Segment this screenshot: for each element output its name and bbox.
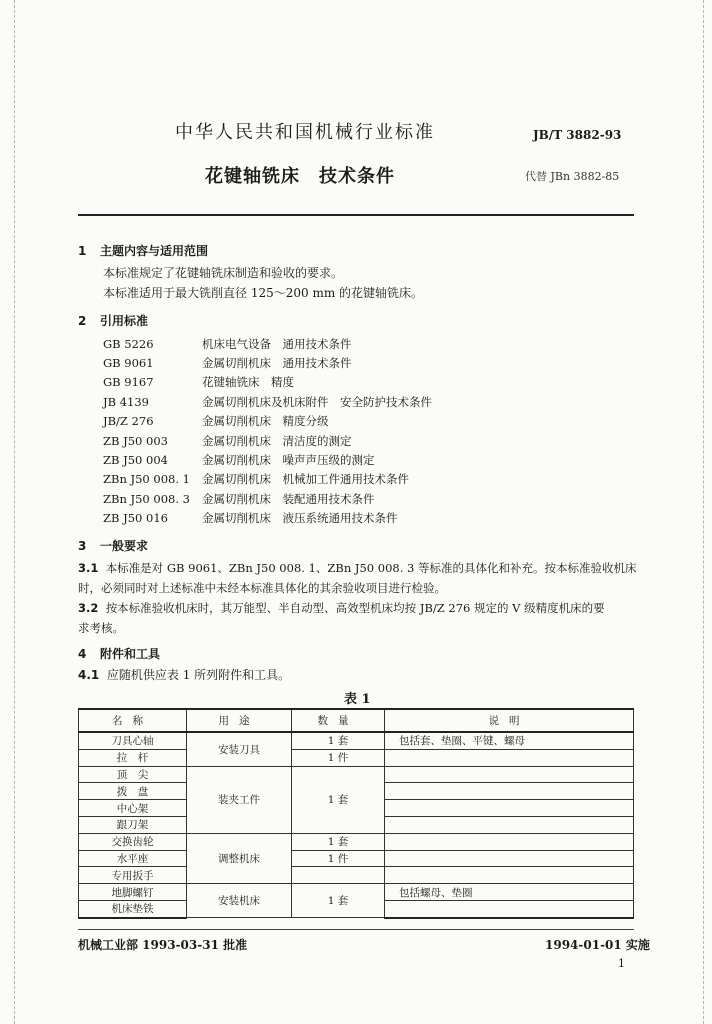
page-number: 1: [618, 957, 625, 970]
section-title: 附件和工具: [100, 647, 161, 661]
list-item: [103, 353, 553, 372]
item-name: 拉 杆: [79, 749, 187, 766]
ref-name: 金属切削机床 机械加工件通用技术条件: [202, 472, 409, 487]
clause-text: 应随机供应表 1 所列附件和工具。: [106, 668, 291, 682]
ref-code: ZBn J50 008. 3: [103, 491, 190, 506]
item-note: [385, 800, 634, 817]
list-item: [103, 392, 553, 411]
ref-name: 金属切削机床及机床附件 安全防护技术条件: [202, 394, 432, 409]
item-name: 中心架: [79, 800, 187, 817]
item-note: 包括套、垫圈、平键、螺母: [385, 732, 634, 749]
paragraph-line: 本标准适用于最大铣削直径 125～200 mm 的花键轴铣床。: [103, 286, 424, 300]
table-row: [79, 867, 634, 884]
section-title: 引用标准: [100, 314, 149, 328]
table-row: [79, 766, 634, 783]
section-4-heading: [78, 645, 160, 662]
section-number: 2: [78, 314, 87, 328]
item-note: [385, 850, 634, 867]
ref-name: 金属切削机床 通用技术条件: [202, 356, 352, 371]
page-edge-left: [14, 0, 15, 1024]
ref-name: 花键轴铣床 精度: [202, 375, 294, 390]
item-name: 顶 尖: [79, 766, 187, 783]
ref-code: ZBn J50 008. 1: [103, 472, 190, 487]
clause-number: 3.1: [78, 561, 99, 575]
table-row: [79, 884, 634, 901]
item-name: 地脚螺钉: [79, 884, 187, 901]
section-number: 3: [78, 539, 87, 553]
item-quantity: 1 套: [292, 884, 385, 918]
accessories-table: [78, 708, 634, 919]
referenced-standards-list: [103, 334, 553, 528]
ref-code: ZB J50 003: [103, 433, 168, 448]
ref-name: 金属切削机床 清洁度的测定: [202, 433, 352, 448]
section-1-body: [103, 263, 423, 303]
item-use: 装夹工件: [187, 766, 292, 833]
paragraph-line: 时，必须同时对上述标准中未经本标准具体化的其余验收项目进行检验。: [78, 581, 446, 595]
item-quantity: 1 件: [292, 850, 385, 867]
item-name: 拨 盘: [79, 783, 187, 800]
table-caption: 表 1: [344, 692, 371, 707]
column-header: 说明: [385, 709, 634, 732]
item-name: 交换齿轮: [79, 833, 187, 850]
item-quantity: 1 套: [292, 766, 385, 833]
column-header: 名称: [79, 709, 187, 732]
section-3-heading: [78, 537, 148, 554]
ref-code: JB/Z 276: [103, 414, 154, 429]
footer-rule: [78, 929, 634, 930]
section-number: 1: [78, 244, 87, 258]
table-row: [79, 850, 634, 867]
paragraph-line: [78, 558, 638, 578]
table-header-row: [79, 709, 634, 732]
item-use: 调整机床: [187, 833, 292, 883]
section-1-heading: [78, 242, 208, 259]
approval-line: 机械工业部 1993-03-31 批准: [78, 938, 248, 952]
replaces-note: 代替 JBn 3882-85: [525, 170, 620, 183]
ref-name: 金属切削机床 装配通用技术条件: [202, 491, 375, 506]
ref-code: ZB J50 004: [103, 453, 168, 468]
paragraph-line: [78, 598, 638, 618]
item-name: 水平座: [79, 850, 187, 867]
item-note: [385, 783, 634, 800]
table-row: [79, 749, 634, 766]
item-name: 机床垫铁: [79, 900, 187, 917]
item-note: [385, 833, 634, 850]
item-note: 包括螺母、垫圈: [385, 884, 634, 901]
ref-name: 金属切削机床 液压系统通用技术条件: [202, 511, 398, 526]
item-name: 专用扳手: [79, 867, 187, 884]
item-note: [385, 867, 634, 884]
standard-code: JB/T 3882-93: [533, 128, 622, 142]
item-quantity: 1 件: [292, 749, 385, 766]
list-item: [103, 373, 553, 392]
page-edge-right: [703, 0, 704, 1024]
list-item: [103, 489, 553, 508]
item-name: 跟刀架: [79, 816, 187, 833]
ref-code: GB 9061: [103, 356, 154, 371]
item-quantity: 1 套: [292, 732, 385, 749]
ref-name: 金属切削机床 精度分级: [202, 414, 329, 429]
clause-4-1: [78, 665, 290, 685]
list-item: [103, 431, 553, 450]
table-row: [79, 732, 634, 749]
item-use: 安装机床: [187, 884, 292, 918]
item-note: [385, 766, 634, 783]
clause-text: 按本标准验收机床时，其万能型、半自动型、高效型机床均按 JB/Z 276 规定的 V 级精度机床的要: [105, 601, 605, 615]
clause-text: 本标准是对 GB 9061、ZBn J50 008. 1、ZBn J50 008. 3 等标准的具体化和补充。按本标准验收机床: [105, 561, 637, 575]
paragraph-line: 求考核。: [78, 621, 124, 635]
ref-code: ZB J50 016: [103, 511, 168, 526]
clause-3-1: [78, 558, 638, 598]
item-use: 安装刀具: [187, 732, 292, 766]
item-quantity: 1 套: [292, 833, 385, 850]
implementation-date: 1994-01-01 实施: [545, 938, 650, 952]
item-note: [385, 749, 634, 766]
ref-code: GB 5226: [103, 336, 154, 351]
clause-number: 4.1: [78, 668, 100, 682]
ref-name: 金属切削机床 噪声声压级的测定: [202, 453, 375, 468]
section-title: 一般要求: [100, 539, 149, 553]
table-row: [79, 833, 634, 850]
section-number: 4: [78, 647, 87, 661]
clause-3-2: [78, 598, 638, 638]
list-item: [103, 412, 553, 431]
standard-category-title: 中华人民共和国机械行业标准: [175, 122, 435, 143]
item-quantity: [292, 867, 385, 884]
list-item: [103, 334, 553, 353]
ref-code: GB 9167: [103, 375, 154, 390]
paragraph-line: 本标准规定了花键轴铣床制造和验收的要求。: [103, 266, 344, 280]
column-header: 数量: [292, 709, 385, 732]
item-note: [385, 900, 634, 917]
section-title: 主题内容与适用范围: [100, 244, 209, 258]
list-item: [103, 509, 553, 528]
column-header: 用途: [187, 709, 292, 732]
document-title: 花键轴铣床 技术条件: [205, 166, 395, 187]
ref-name: 机床电气设备 通用技术条件: [202, 336, 352, 351]
clause-number: 3.2: [78, 601, 99, 615]
ref-code: JB 4139: [103, 394, 149, 409]
item-name: 刀具心轴: [79, 732, 187, 749]
header-rule: [78, 214, 634, 216]
list-item: [103, 450, 553, 469]
list-item: [103, 470, 553, 489]
section-2-heading: [78, 312, 148, 329]
item-note: [385, 816, 634, 833]
